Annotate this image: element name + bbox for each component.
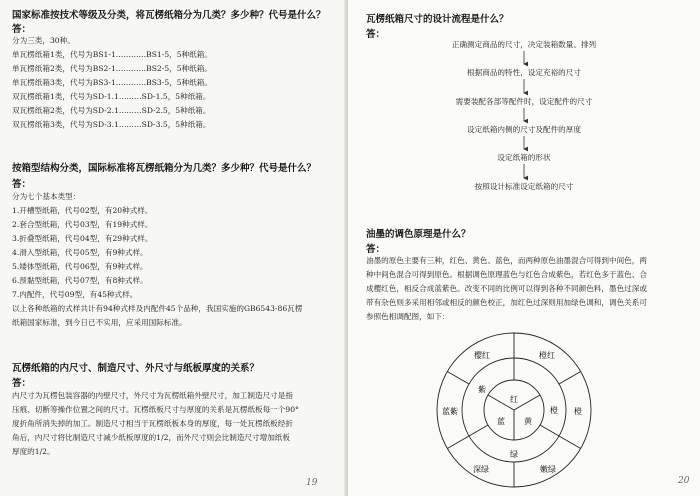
question-5-title: 油墨的调色原理是什么？ <box>366 229 471 240</box>
wheel-middle-label: 绿 <box>510 450 518 459</box>
page-number: 20 <box>678 476 690 486</box>
question-3-title: 瓦楞纸箱的内尺寸、制造尺寸、外尺寸与纸板厚度的关系？ <box>12 363 260 374</box>
answer-2-line: 1.开槽型纸箱，代号02型，有20种式样。 <box>12 206 153 215</box>
answer-5-line: 种中间色混合可得到原色。根据调色原理蓝色与红色合成紫色，若红色多于蓝色、合 <box>366 270 647 279</box>
answer-2-line: 4.滑入型纸箱，代号05型，有9种式样。 <box>12 248 148 257</box>
answer-2-line: 3.折叠型纸箱，代号04型，有29种式样。 <box>12 234 153 243</box>
wheel-outer-label: 橙 <box>574 407 582 416</box>
flow-step: 需要装配各部等配件时，设定配件的尺寸 <box>455 97 593 106</box>
answer-3-line: 压痕、切断等操作位置之间的尺寸。瓦楞纸板尺寸与厚度的关系是瓦楞纸板每一个90° <box>12 405 299 414</box>
answer-1-line: 单瓦楞纸箱1类，代号为BS1-1…………BS1-5，5种纸箱。 <box>12 50 212 59</box>
answer-2-line: 6.预黏型纸箱，代号07型，有8种式样。 <box>12 276 148 285</box>
answer-1-line: 单瓦楞纸箱2类，代号为BS2-1…………BS2-5，5种纸箱。 <box>12 64 212 73</box>
answer-5-line: 带有杂色则多采用相邻或相反的颜色校正，加红色过深则用加绿色调和，调色关系可 <box>366 298 647 307</box>
flow-step: 按照设计标准设定纸箱的尺寸 <box>474 182 574 191</box>
answer-3-line: 厚度的1/2。 <box>12 447 55 456</box>
answer-3-line: 角后，内尺寸将比制造尺寸减少纸板厚度的1/2，而外尺寸则会比制造尺寸增加纸板 <box>12 433 290 442</box>
answer-1-line: 分为三类，30种。 <box>12 36 75 45</box>
wheel-inner-label: 黄 <box>524 417 532 426</box>
flow-step: 正确测定商品的尺寸，决定装箱数量、排列 <box>451 40 597 49</box>
flow-step: 设定纸箱的形状 <box>497 153 551 162</box>
page-number: 19 <box>306 478 318 488</box>
answer-2-line: 7.内配件，代号09型，有45种式样。 <box>12 290 138 299</box>
answer-2-label: 答： <box>12 179 32 190</box>
answer-1-line: 双瓦楞纸箱2类，代号为SD-2.1………SD-2.5，5种纸箱。 <box>12 106 211 115</box>
answer-2-line: 2.套合型纸箱，代号03型，有19种式样。 <box>12 220 153 229</box>
flowchart-arrows <box>348 0 700 200</box>
color-wheel-diagram <box>348 330 700 496</box>
answer-3-line: 内尺寸为瓦楞包装容器的内壁尺寸，外尺寸为瓦楞纸箱外壁尺寸，加工制造尺寸是指 <box>12 391 293 400</box>
answer-1-label: 答： <box>12 24 32 35</box>
answer-4-label: 答： <box>366 29 386 40</box>
answer-1-line: 双瓦楞纸箱3类，代号为SD-3.1………SD-3.5，5种纸箱。 <box>12 120 211 129</box>
answer-1-line: 双瓦楞纸箱1类，代号为SD-1.1………SD-1.5，5种纸箱。 <box>12 92 211 101</box>
answer-2-line: 5.矮体型纸箱，代号06型，有9种式样。 <box>12 262 148 271</box>
question-1-title: 国家标准按技术等级及分类，将瓦楞纸箱分为几类？多少种？代号是什么？ <box>12 10 326 21</box>
answer-3-line: 度折角所消失掉的加工。制造尺寸相当于瓦楞纸板本身的厚度，每一处瓦楞纸板经折 <box>12 419 293 428</box>
answer-2-line: 以上各种纸箱的式样共计有94种式样及内配件45个品种，我国实施的GB6543-86瓦楞 <box>12 304 303 313</box>
answer-3-label: 答： <box>12 378 32 389</box>
wheel-outer-label: 樱红 <box>474 351 490 360</box>
wheel-outer-label: 蓝紫 <box>442 407 458 416</box>
flow-step: 设定纸箱内侧的尺寸及配件的厚度 <box>467 125 581 134</box>
wheel-outer-label: 嫩绿 <box>540 465 556 474</box>
answer-2-line: 分为七个基本类型： <box>12 192 81 201</box>
answer-5-line: 成樱红色，相反合成蓝紫色。改变不同的比例可以得到各种不同颜色料，墨色过深或 <box>366 284 647 293</box>
wheel-inner-label: 红 <box>510 395 518 404</box>
answer-1-line: 单瓦楞纸箱3类，代号为BS3-1…………BS3-5，5种纸箱。 <box>12 78 212 87</box>
left-page <box>0 0 348 496</box>
answer-5-line: 参照色相调配图，如下： <box>366 312 450 321</box>
wheel-outer-label: 深绿 <box>473 465 489 474</box>
question-4-title: 瓦楞纸箱尺寸的设计流程是什么？ <box>366 14 509 25</box>
answer-2-line: 纸箱国家标准，到今日已不实用，应采用国际标准。 <box>12 318 187 327</box>
answer-5-line: 油墨的原色主要有三种，红色、黄色、蓝色，而两种原色油墨混合可得到中间色，两 <box>366 256 647 265</box>
right-page <box>348 0 700 496</box>
flow-step: 根据商品的特性，设定充裕的尺寸 <box>467 68 581 77</box>
wheel-outer-label: 橙红 <box>539 351 555 360</box>
question-2-title: 按箱型结构分类，国际标准将瓦楞纸箱分为几类？多少种？代号是什么？ <box>12 163 317 174</box>
wheel-middle-label: 橙 <box>550 406 558 415</box>
wheel-inner-label: 蓝 <box>497 417 505 426</box>
answer-5-label: 答： <box>366 244 386 255</box>
wheel-middle-label: 紫 <box>478 385 486 394</box>
